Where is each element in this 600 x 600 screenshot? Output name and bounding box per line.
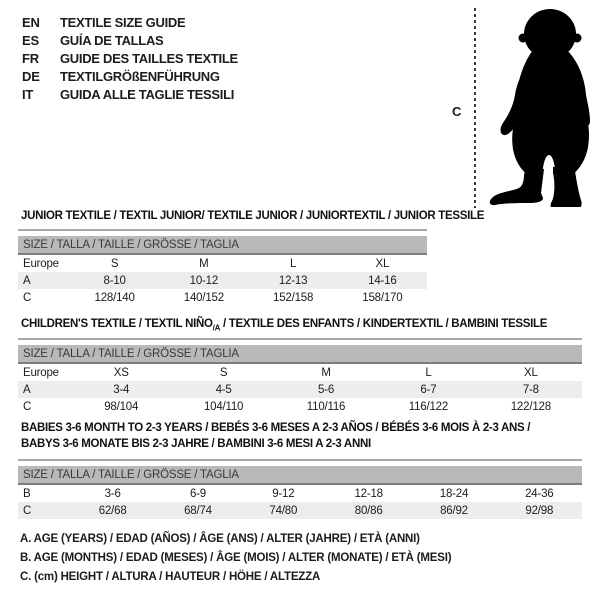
size-cell: 3-4 (113, 383, 130, 396)
size-cell: L (290, 257, 297, 270)
language-row-en (22, 13, 238, 31)
size-cell: L (425, 366, 432, 379)
size-cell: 104/110 (203, 400, 244, 413)
row-label: A (23, 383, 31, 396)
language-row-es (22, 31, 238, 49)
size-cell: XL (523, 366, 538, 379)
size-cell: 128/140 (94, 291, 135, 304)
table-row (18, 255, 427, 272)
size-cell: 4-5 (215, 383, 232, 396)
language-title: TEXTILGRÖßENFÜHRUNG (60, 68, 220, 84)
junior-table-title: JUNIOR TEXTILE / TEXTIL JUNIOR/ TEXTILE JUNIOR / JUNIORTEXTIL / JUNIOR TESSILE (21, 210, 485, 222)
row-label: A (23, 274, 31, 287)
baby-silhouette-icon (486, 7, 598, 207)
height-measure-dashed-line (474, 8, 476, 208)
height-measure-label: C (452, 104, 462, 119)
size-cell: 86/92 (440, 504, 468, 517)
footnote-c: C. (cm) HEIGHT / ALTURA / HAUTEUR / HÖHE / ALTEZZA (20, 571, 321, 583)
size-cell: 18-24 (439, 487, 469, 500)
size-header-bar: SIZE / TALLA / TAILLE / GRÖSSE / TAGLIA (18, 466, 582, 485)
language-code: ES (22, 32, 39, 48)
size-cell: 14-16 (368, 274, 397, 287)
size-cell: 6-7 (420, 383, 437, 396)
language-row-de (22, 67, 238, 85)
size-header-bar: SIZE / TALLA / TAILLE / GRÖSSE / TAGLIA (18, 345, 582, 364)
size-cell: XS (113, 366, 129, 379)
language-code: IT (22, 86, 34, 102)
table-row (18, 272, 427, 289)
size-header-bar: SIZE / TALLA / TAILLE / GRÖSSE / TAGLIA (18, 236, 427, 255)
table-row (18, 381, 582, 398)
table-top-rule (18, 459, 582, 461)
size-cell: S (219, 366, 228, 379)
babies-table-title-line2: BABYS 3-6 MONATE BIS 2-3 JAHRE / BAMBINI 3-6 MESI A 2-3 ANNI (21, 438, 371, 450)
size-cell: 140/152 (183, 291, 224, 304)
legend-footnotes (20, 533, 451, 590)
size-cell: 6-9 (189, 487, 206, 500)
size-cell: 110/116 (306, 400, 346, 413)
language-title: GUIDA ALLE TAGLIE TESSILI (60, 86, 235, 102)
babies-size-table (18, 459, 582, 519)
size-cell: 8-10 (103, 274, 126, 287)
table-row (18, 485, 582, 502)
row-label: C (23, 504, 32, 517)
title-text: / TEXTILE DES ENFANTS / KINDERTEXTIL / BAMBINI TESSILE (220, 318, 548, 330)
language-code: FR (22, 50, 39, 66)
size-cell: 62/68 (98, 504, 127, 517)
title-subscript: /A (212, 323, 221, 333)
table-row (18, 364, 582, 381)
language-row-fr (22, 49, 238, 67)
size-cell: 152/158 (273, 291, 314, 304)
size-cell: M (321, 366, 331, 379)
size-cell: 9-12 (272, 487, 295, 500)
footnote-b: B. AGE (MONTHS) / EDAD (MESES) / ÂGE (MOIS) / ALTER (MONATE) / ETÀ (MESI) (20, 552, 452, 564)
row-label: C (23, 400, 32, 413)
language-code: DE (22, 68, 40, 84)
table-row (18, 502, 582, 519)
size-cell: 98/104 (104, 400, 139, 413)
table-row (18, 289, 427, 306)
junior-size-table (18, 229, 427, 306)
size-cell: 10-12 (189, 274, 219, 287)
size-cell: 116/122 (408, 400, 449, 413)
size-cell: 74/80 (269, 504, 298, 517)
row-label: Europe (23, 366, 59, 379)
size-cell: 12-13 (278, 274, 308, 287)
children-table-title (21, 318, 547, 332)
table-row (18, 398, 582, 415)
language-title: GUIDE DES TAILLES TEXTILE (60, 50, 238, 66)
size-cell: 92/98 (525, 504, 554, 517)
row-label: B (23, 487, 31, 500)
row-label: Europe (23, 257, 59, 270)
babies-table-title-line1: BABIES 3-6 MONTH TO 2-3 YEARS / BEBÉS 3-6 MESES A 2-3 AÑOS / BÉBÉS 3-6 MOIS À 2-3 ANS / (21, 422, 531, 434)
language-code: EN (22, 14, 40, 30)
size-cell: 5-6 (318, 383, 335, 396)
size-cell: 158/170 (362, 291, 403, 304)
language-title: TEXTILE SIZE GUIDE (60, 14, 186, 30)
language-title: GUÍA DE TALLAS (60, 32, 164, 48)
language-row-it (22, 85, 238, 103)
size-cell: 24-36 (525, 487, 554, 500)
size-cell: 122/128 (510, 400, 551, 413)
size-cell: 68/74 (184, 504, 212, 517)
language-guide-list (22, 13, 238, 103)
table-top-rule (18, 229, 427, 231)
footnote-a: A. AGE (YEARS) / EDAD (AÑOS) / ÂGE (ANS) / ALTER (JAHRE) / ETÀ (ANNI) (20, 533, 420, 545)
size-cell: 7-8 (522, 383, 539, 396)
size-cell: S (110, 257, 119, 270)
table-top-rule (18, 338, 582, 340)
row-label: C (23, 291, 32, 304)
children-size-table (18, 338, 582, 415)
size-cell: M (199, 257, 209, 270)
size-cell: 3-6 (104, 487, 121, 500)
size-cell: 80/86 (354, 504, 383, 517)
title-text: CHILDREN'S TEXTILE / TEXTIL NIÑO (21, 318, 213, 330)
size-cell: 12-18 (354, 487, 383, 500)
size-cell: XL (375, 257, 390, 270)
